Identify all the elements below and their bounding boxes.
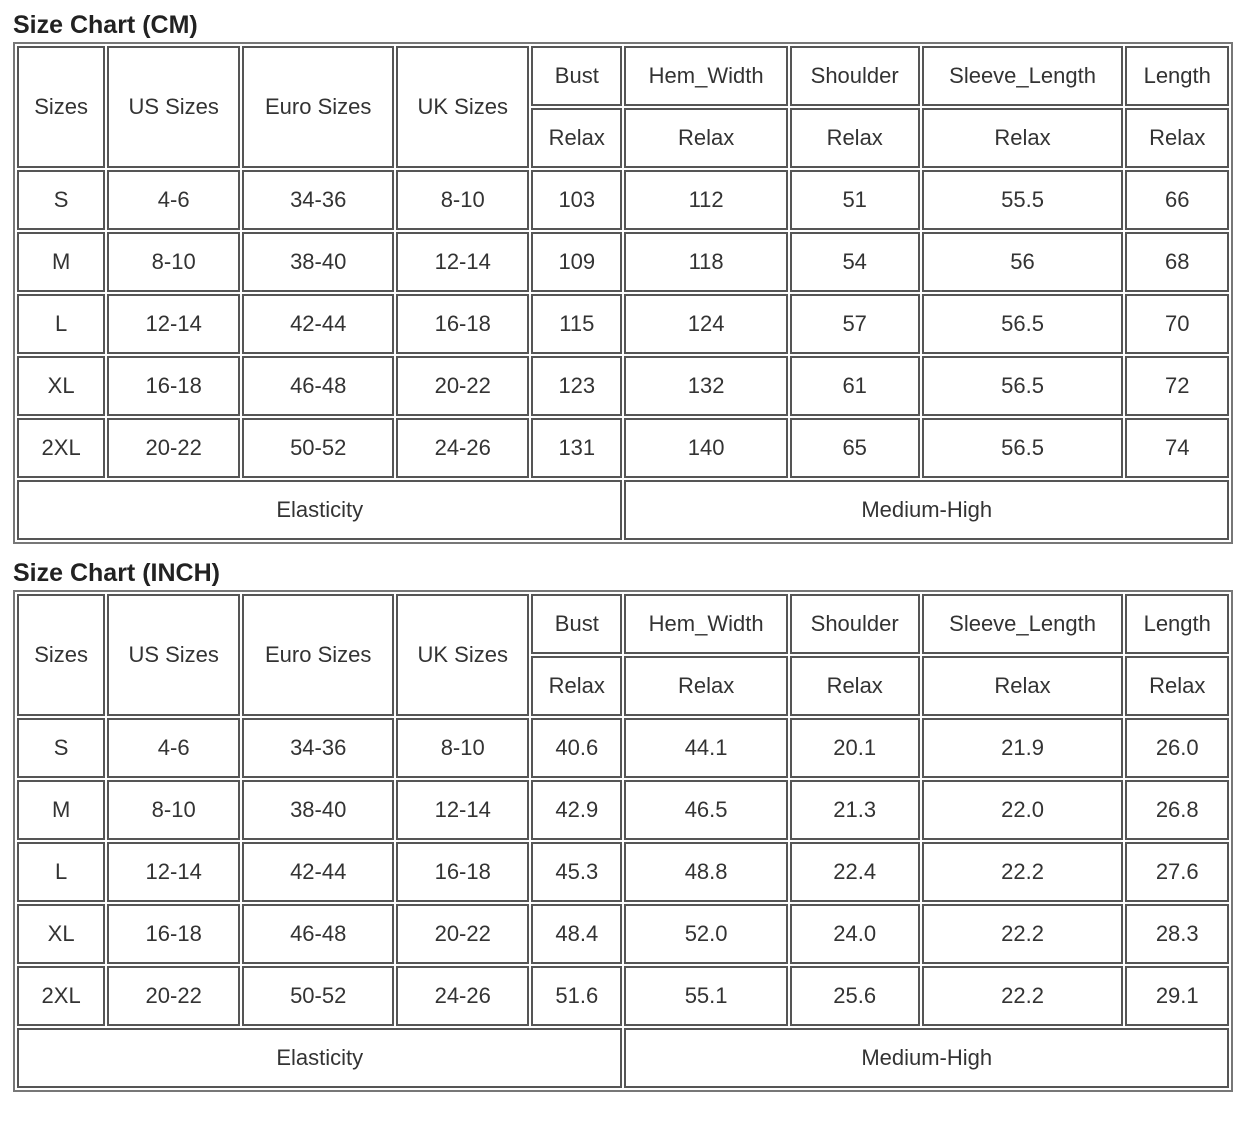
cell-shoulder: 65 (790, 418, 920, 478)
header-sizes: Sizes (17, 46, 105, 168)
cell-length: 26.0 (1125, 718, 1229, 778)
elasticity-label: Elasticity (17, 480, 622, 540)
cell-sleeve-length: 56.5 (922, 356, 1124, 416)
header-bust: Bust (531, 594, 622, 654)
cell-bust: 123 (531, 356, 622, 416)
subheader-relax: Relax (922, 656, 1124, 716)
cell-hem-width: 140 (624, 418, 787, 478)
cell-euro: 34-36 (242, 718, 394, 778)
size-chart-inch-table (13, 590, 1233, 1092)
cell-shoulder: 22.4 (790, 842, 920, 902)
cell-uk: 12-14 (396, 232, 529, 292)
cell-bust: 42.9 (531, 780, 622, 840)
cell-length: 72 (1125, 356, 1229, 416)
header-row (17, 594, 1229, 654)
table-row (17, 418, 1229, 478)
cell-euro: 46-48 (242, 904, 394, 964)
cell-us: 20-22 (107, 966, 240, 1026)
size-chart-cm-table (13, 42, 1233, 544)
cell-us: 16-18 (107, 356, 240, 416)
cell-euro: 34-36 (242, 170, 394, 230)
cell-hem-width: 48.8 (624, 842, 787, 902)
cell-length: 26.8 (1125, 780, 1229, 840)
subheader-relax: Relax (624, 656, 787, 716)
cell-sleeve-length: 56 (922, 232, 1124, 292)
cell-size: 2XL (17, 418, 105, 478)
cell-us: 16-18 (107, 904, 240, 964)
cell-uk: 24-26 (396, 966, 529, 1026)
cell-sleeve-length: 21.9 (922, 718, 1124, 778)
cell-size: L (17, 294, 105, 354)
header-length: Length (1125, 594, 1229, 654)
cell-length: 68 (1125, 232, 1229, 292)
header-uk-sizes: UK Sizes (396, 46, 529, 168)
subheader-relax: Relax (790, 108, 920, 168)
cell-length: 27.6 (1125, 842, 1229, 902)
elasticity-value: Medium-High (624, 480, 1229, 540)
cell-length: 70 (1125, 294, 1229, 354)
cell-shoulder: 25.6 (790, 966, 920, 1026)
cell-length: 74 (1125, 418, 1229, 478)
cell-sleeve-length: 22.2 (922, 966, 1124, 1026)
table-row (17, 842, 1229, 902)
cell-hem-width: 52.0 (624, 904, 787, 964)
subheader-relax: Relax (531, 656, 622, 716)
header-length: Length (1125, 46, 1229, 106)
table-row (17, 966, 1229, 1026)
cell-hem-width: 124 (624, 294, 787, 354)
header-sizes: Sizes (17, 594, 105, 716)
cell-size: XL (17, 356, 105, 416)
cell-uk: 16-18 (396, 294, 529, 354)
cell-sleeve-length: 55.5 (922, 170, 1124, 230)
cell-us: 20-22 (107, 418, 240, 478)
size-chart-inch-title: Size Chart (INCH) (13, 559, 220, 587)
subheader-relax: Relax (531, 108, 622, 168)
cell-shoulder: 21.3 (790, 780, 920, 840)
cell-bust: 45.3 (531, 842, 622, 902)
cell-hem-width: 55.1 (624, 966, 787, 1026)
table-row (17, 780, 1229, 840)
cell-sleeve-length: 56.5 (922, 294, 1124, 354)
subheader-relax: Relax (1125, 656, 1229, 716)
cell-uk: 16-18 (396, 842, 529, 902)
cell-uk: 8-10 (396, 718, 529, 778)
header-euro-sizes: Euro Sizes (242, 46, 394, 168)
cell-size: M (17, 232, 105, 292)
cell-euro: 42-44 (242, 294, 394, 354)
cell-hem-width: 44.1 (624, 718, 787, 778)
cell-uk: 24-26 (396, 418, 529, 478)
cell-sleeve-length: 22.0 (922, 780, 1124, 840)
header-shoulder: Shoulder (790, 594, 920, 654)
header-row (17, 46, 1229, 106)
elasticity-row (17, 1028, 1229, 1088)
header-hem-width: Hem_Width (624, 594, 787, 654)
cell-bust: 40.6 (531, 718, 622, 778)
cell-us: 12-14 (107, 294, 240, 354)
cell-size: XL (17, 904, 105, 964)
header-euro-sizes: Euro Sizes (242, 594, 394, 716)
cell-uk: 8-10 (396, 170, 529, 230)
cell-sleeve-length: 56.5 (922, 418, 1124, 478)
cell-length: 28.3 (1125, 904, 1229, 964)
cell-euro: 50-52 (242, 966, 394, 1026)
cell-bust: 131 (531, 418, 622, 478)
cell-bust: 109 (531, 232, 622, 292)
cell-sleeve-length: 22.2 (922, 904, 1124, 964)
cell-hem-width: 46.5 (624, 780, 787, 840)
cell-length: 66 (1125, 170, 1229, 230)
header-sleeve-length: Sleeve_Length (922, 594, 1124, 654)
cell-shoulder: 61 (790, 356, 920, 416)
subheader-relax: Relax (790, 656, 920, 716)
cell-size: S (17, 170, 105, 230)
table-row (17, 294, 1229, 354)
elasticity-value: Medium-High (624, 1028, 1229, 1088)
cell-us: 4-6 (107, 718, 240, 778)
header-shoulder: Shoulder (790, 46, 920, 106)
cell-size: L (17, 842, 105, 902)
cell-shoulder: 51 (790, 170, 920, 230)
header-us-sizes: US Sizes (107, 594, 240, 716)
cell-uk: 20-22 (396, 356, 529, 416)
header-bust: Bust (531, 46, 622, 106)
cell-shoulder: 57 (790, 294, 920, 354)
cell-shoulder: 24.0 (790, 904, 920, 964)
cell-hem-width: 132 (624, 356, 787, 416)
cell-hem-width: 112 (624, 170, 787, 230)
elasticity-label: Elasticity (17, 1028, 622, 1088)
cell-us: 8-10 (107, 232, 240, 292)
cell-us: 12-14 (107, 842, 240, 902)
cell-uk: 12-14 (396, 780, 529, 840)
subheader-relax: Relax (1125, 108, 1229, 168)
cell-size: M (17, 780, 105, 840)
elasticity-row (17, 480, 1229, 540)
size-chart-cm-title: Size Chart (CM) (13, 11, 198, 39)
cell-us: 8-10 (107, 780, 240, 840)
cell-euro: 46-48 (242, 356, 394, 416)
cell-bust: 51.6 (531, 966, 622, 1026)
header-hem-width: Hem_Width (624, 46, 787, 106)
header-uk-sizes: UK Sizes (396, 594, 529, 716)
table-row (17, 904, 1229, 964)
cell-euro: 50-52 (242, 418, 394, 478)
table-row (17, 356, 1229, 416)
header-us-sizes: US Sizes (107, 46, 240, 168)
cell-bust: 103 (531, 170, 622, 230)
cell-euro: 42-44 (242, 842, 394, 902)
cell-euro: 38-40 (242, 232, 394, 292)
cell-length: 29.1 (1125, 966, 1229, 1026)
cell-shoulder: 20.1 (790, 718, 920, 778)
table-row (17, 232, 1229, 292)
cell-uk: 20-22 (396, 904, 529, 964)
cell-euro: 38-40 (242, 780, 394, 840)
cell-hem-width: 118 (624, 232, 787, 292)
subheader-relax: Relax (922, 108, 1124, 168)
cell-us: 4-6 (107, 170, 240, 230)
table-row (17, 718, 1229, 778)
cell-size: S (17, 718, 105, 778)
cell-sleeve-length: 22.2 (922, 842, 1124, 902)
cell-bust: 48.4 (531, 904, 622, 964)
table-row (17, 170, 1229, 230)
cell-bust: 115 (531, 294, 622, 354)
cell-size: 2XL (17, 966, 105, 1026)
header-sleeve-length: Sleeve_Length (922, 46, 1124, 106)
subheader-relax: Relax (624, 108, 787, 168)
cell-shoulder: 54 (790, 232, 920, 292)
